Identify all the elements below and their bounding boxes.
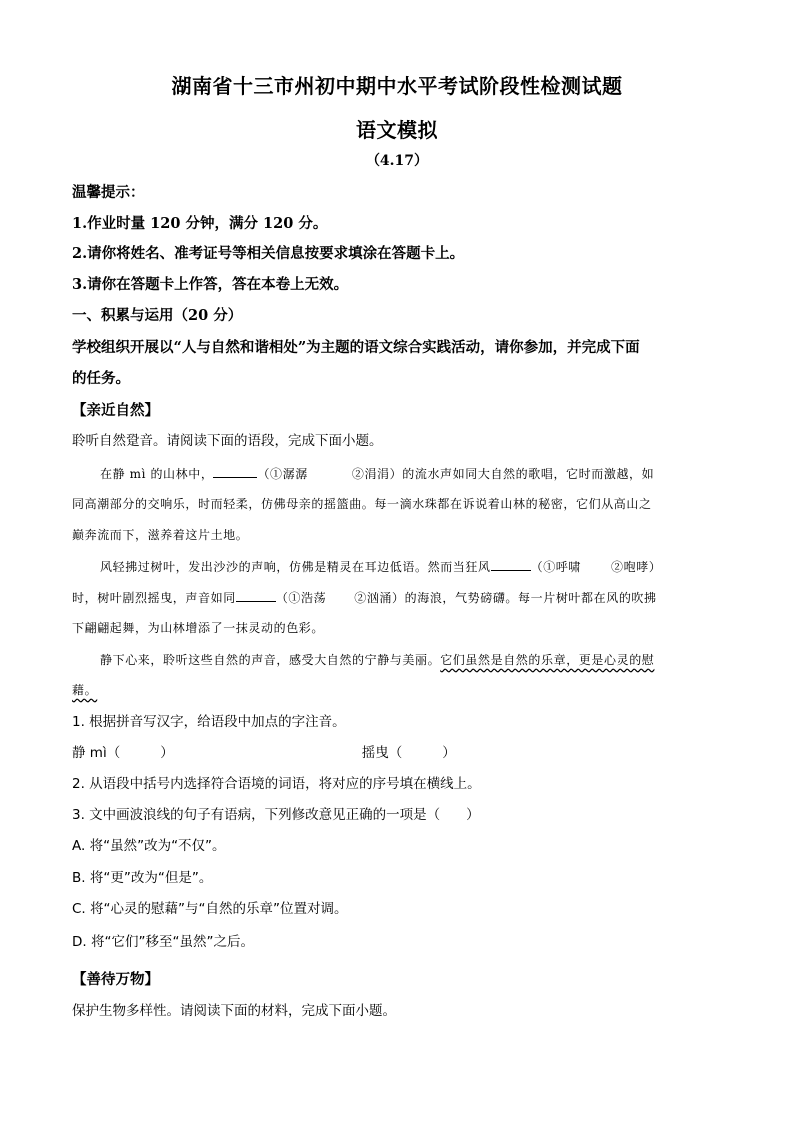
passage-line (72, 680, 722, 700)
fill-blank[interactable] (236, 587, 276, 602)
passage-text: ②涓涓）的流水声如同大自然的歌唱，它时而激越，如 (351, 467, 655, 481)
passage-text: （①呼啸 (530, 560, 582, 574)
section-heading: 一、积累与运用（20 分） (72, 307, 243, 324)
part-instruction: 保护生物多样性。请阅读下面的材料，完成下面小题。 (72, 1003, 396, 1019)
passage-text: ②汹涌）的海浪，气势磅礴。每一片树叶都在风的吹拂 (354, 591, 657, 605)
part-instruction: 聆听自然跫音。请阅读下面的语段，完成下面小题。 (72, 433, 383, 449)
part-heading: 【善待万物】 (72, 971, 159, 988)
wavy-sentence: 它们虽然是自然的乐章，更是心灵的慰 (440, 653, 655, 667)
tip-item: 2.请你将姓名、准考证号等相关信息按要求填涂在答题卡上。 (72, 245, 465, 262)
section-intro: 学校组织开展以“人与自然和谐相处”为主题的语文综合实践活动，请你参加，并完成下面 (72, 339, 640, 356)
part-heading: 【亲近自然】 (72, 402, 159, 419)
section-intro: 的任务。 (72, 370, 130, 387)
tip-item: 3.请你在答题卡上作答，答在本卷上无效。 (72, 276, 349, 293)
question-2: 2. 从语段中括号内选择符合语境的词语，将对应的序号填在横线上。 (72, 776, 481, 792)
option-d: D. 将“它们”移至“虽然”之后。 (72, 934, 254, 950)
passage-line: 巅奔流而下，滋养着这片土地。 (72, 528, 249, 542)
passage-text: ②咆哮） (611, 560, 662, 574)
exam-date: （4.17） (365, 153, 429, 169)
answer-label: 摇曳（ (361, 745, 403, 761)
tip-item: 1.作业时量 120 分钟，满分 120 分。 (72, 215, 328, 232)
passage-text: 在静 mì 的山林中， (100, 467, 214, 481)
passage-line: 下翩翩起舞，为山林增添了一抹灵动的色彩。 (72, 621, 325, 635)
passage-line (72, 587, 722, 608)
option-c: C. 将“心灵的慰藉”与“自然的乐章”位置对调。 (72, 901, 348, 917)
passage-line (100, 556, 722, 577)
answer-label: 静 mì（ (72, 745, 121, 761)
exam-title: 湖南省十三市州初中期中水平考试阶段性检测试题 (171, 74, 623, 98)
option-b: B. 将“更”改为“但是”。 (72, 870, 213, 886)
passage-line (100, 650, 722, 670)
question-1-answers: 静 mì（ ） 摇曳（ ） (72, 745, 456, 761)
wavy-sentence: 藉。 (72, 683, 98, 697)
question-1: 1. 根据拼音写汉字，给语段中加点的字注音。 (72, 714, 346, 730)
passage-text: 风轻拂过树叶，发出沙沙的声响，仿佛是精灵在耳边低语。然而当狂风 (100, 560, 491, 574)
passage-text: （①潺潺 (257, 467, 308, 481)
passage-text: 静下心来，聆听这些自然的声音，感受大自然的宁静与美丽。 (100, 653, 441, 667)
tips-heading: 温馨提示： (72, 184, 145, 201)
fill-blank[interactable] (213, 463, 257, 478)
option-a: A. 将“虽然”改为“不仅”。 (72, 838, 226, 854)
fill-blank[interactable] (491, 556, 531, 571)
passage-line: 同高潮部分的交响乐，时而轻柔，仿佛母亲的摇篮曲。每一滴水珠都在诉说着山林的秘密，它们从高山之 (72, 497, 652, 511)
question-3: 3. 文中画波浪线的句子有语病，下列修改意见正确的一项是（ ） (72, 807, 480, 823)
passage-text: 时，树叶剧烈摇曳，声音如同 (72, 591, 236, 605)
exam-subtitle: 语文模拟 (356, 118, 438, 142)
passage-text: （①浩荡 (275, 591, 327, 605)
passage-line (100, 463, 722, 484)
